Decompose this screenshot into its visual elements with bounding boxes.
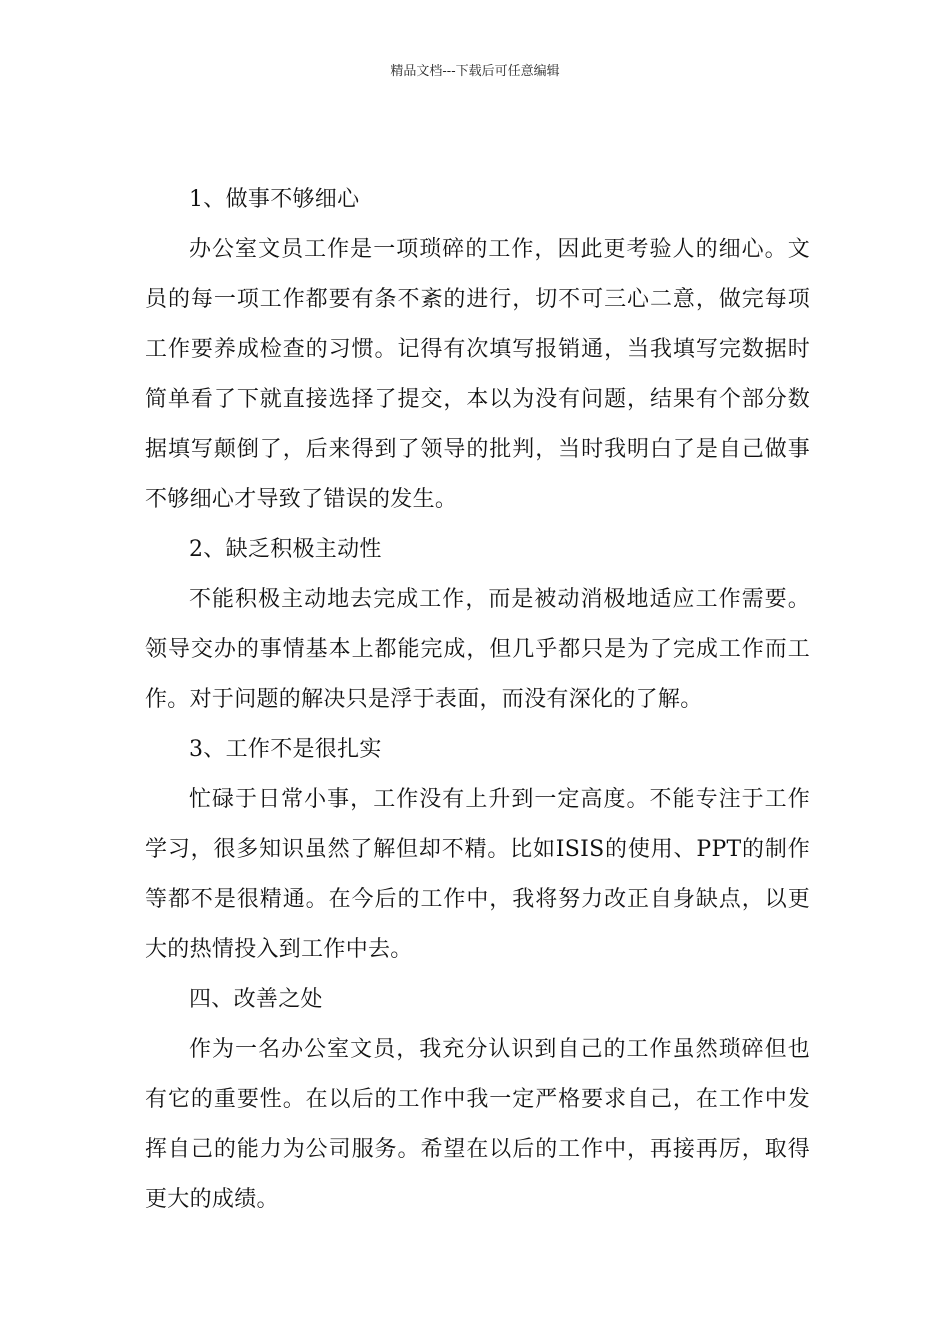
paragraph-improvement: 作为一名办公室文员，我充分认识到自己的工作虽然琐碎但也有它的重要性。在以后的工作中我一定严格要求自己，在工作中发挥自己的能力为公司服务。希望在以后的工作中，再接再厉，取得更大的成绩。 xyxy=(145,1037,810,1212)
heading-careless: 1、做事不够细心 xyxy=(189,187,360,212)
paragraph-careless: 办公室文员工作是一项琐碎的工作，因此更考验人的细心。文员的每一项工作都要有条不紊的进行，切不可三心二意，做完每项工作要养成检查的习惯。记得有次填写报销通，当我填写完数据时简单看了下就直接选择了提交，本以为没有问题，结果有个部分数据填写颠倒了，后来得到了领导的批判，当时我明白了是自己做事不够细心才导致了错误的发生。 xyxy=(145,237,810,512)
heading-initiative: 2、缺乏积极主动性 xyxy=(189,537,382,562)
heading-solid: 3、工作不是很扎实 xyxy=(189,737,382,762)
heading-improvement: 四、改善之处 xyxy=(189,987,323,1012)
page-header: 精品文档---下载后可任意编辑 xyxy=(390,64,560,79)
document-body xyxy=(145,175,810,1225)
paragraph-initiative: 不能积极主动地去完成工作，而是被动消极地适应工作需要。领导交办的事情基本上都能完成，但几乎都只是为了完成工作而工作。对于问题的解决只是浮于表面，而没有深化的了解。 xyxy=(145,587,810,712)
paragraph-solid: 忙碌于日常小事，工作没有上升到一定高度。不能专注于工作学习，很多知识虽然了解但却不精。比如ISIS的使用、PPT的制作等都不是很精通。在今后的工作中，我将努力改正自身缺点，以更大的热情投入到工作中去。 xyxy=(145,787,810,962)
